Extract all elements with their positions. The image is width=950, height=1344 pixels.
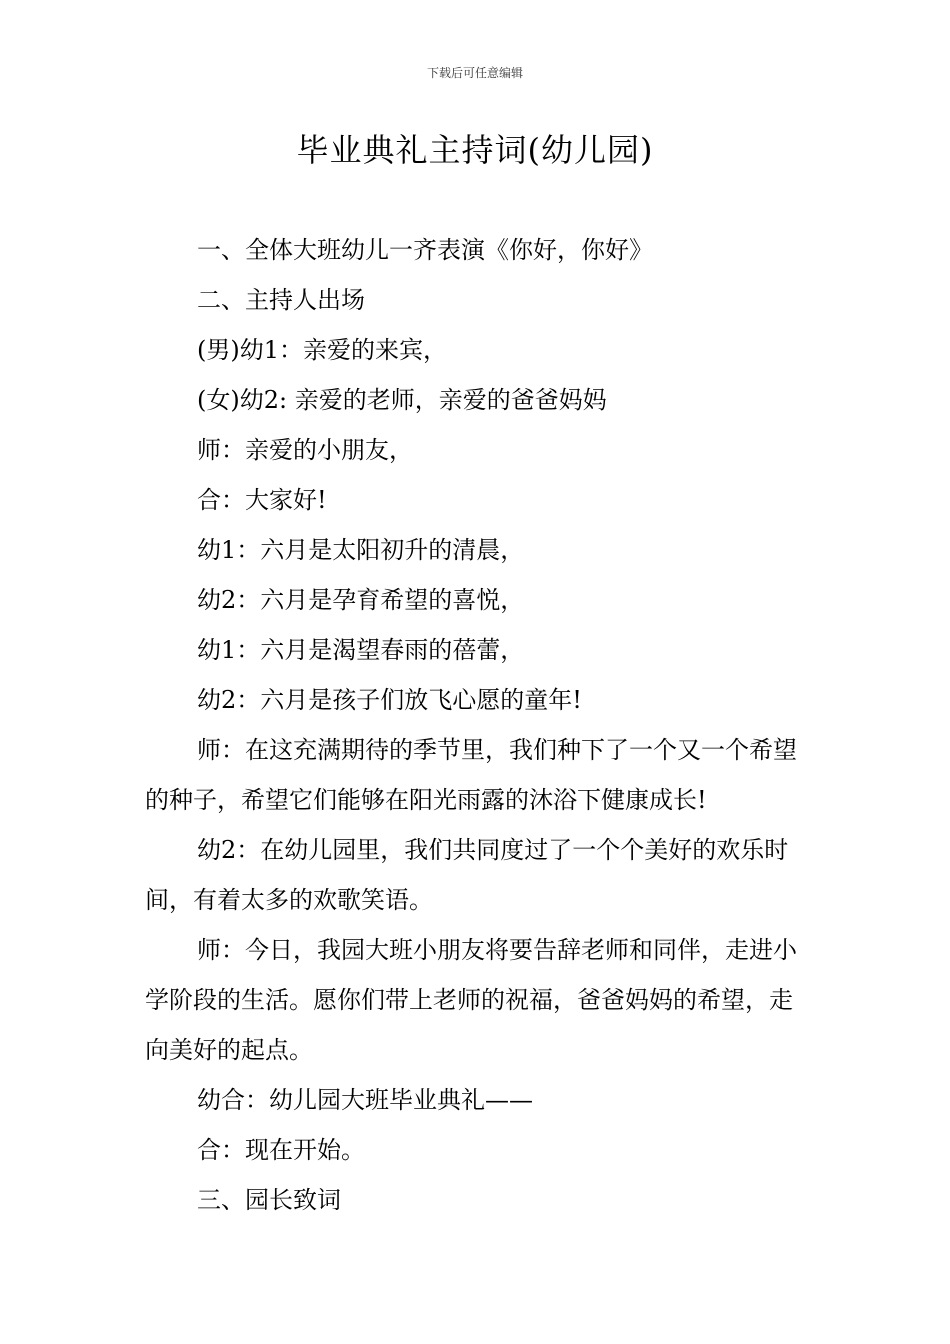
paragraph-2: 二、主持人出场 — [197, 286, 365, 314]
document-body — [145, 225, 810, 1225]
paragraph-7: 幼1：六月是太阳初升的清晨， — [197, 536, 525, 564]
paragraph-5: 师：亲爱的小朋友， — [197, 436, 413, 464]
paragraph-11: 师：在这充满期待的季节里，我们种下了一个又一个希望的种子，希望它们能够在阳光雨露的沐浴下健康成长! — [145, 736, 797, 814]
paragraph-16: 三、园长致词 — [197, 1186, 341, 1214]
paragraph-6: 合：大家好! — [197, 486, 327, 514]
paragraph-8: 幼2：六月是孕育希望的喜悦， — [197, 586, 525, 614]
paragraph-10: 幼2：六月是孩子们放飞心愿的童年! — [197, 686, 582, 714]
paragraph-15: 合：现在开始。 — [197, 1136, 365, 1164]
paragraph-4: (女)幼2: 亲爱的老师，亲爱的爸爸妈妈 — [197, 386, 607, 414]
paragraph-13: 师：今日，我园大班小朋友将要告辞老师和同伴，走进小学阶段的生活。愿你们带上老师的祝福，爸爸妈妈的希望，走向美好的起点。 — [145, 936, 797, 1064]
paragraph-12: 幼2：在幼儿园里，我们共同度过了一个个美好的欢乐时间，有着太多的欢歌笑语。 — [145, 836, 789, 914]
paragraph-9: 幼1：六月是渴望春雨的蓓蕾， — [197, 636, 525, 664]
header-note: 下载后可任意编辑 — [426, 66, 523, 80]
paragraph-3: (男)幼1：亲爱的来宾， — [197, 336, 447, 364]
document-title: 毕业典礼主持词(幼儿园) — [296, 131, 654, 169]
paragraph-1: 一、全体大班幼儿一齐表演《你好，你好》 — [197, 236, 653, 264]
paragraph-14: 幼合：幼儿园大班毕业典礼—— — [197, 1086, 533, 1114]
